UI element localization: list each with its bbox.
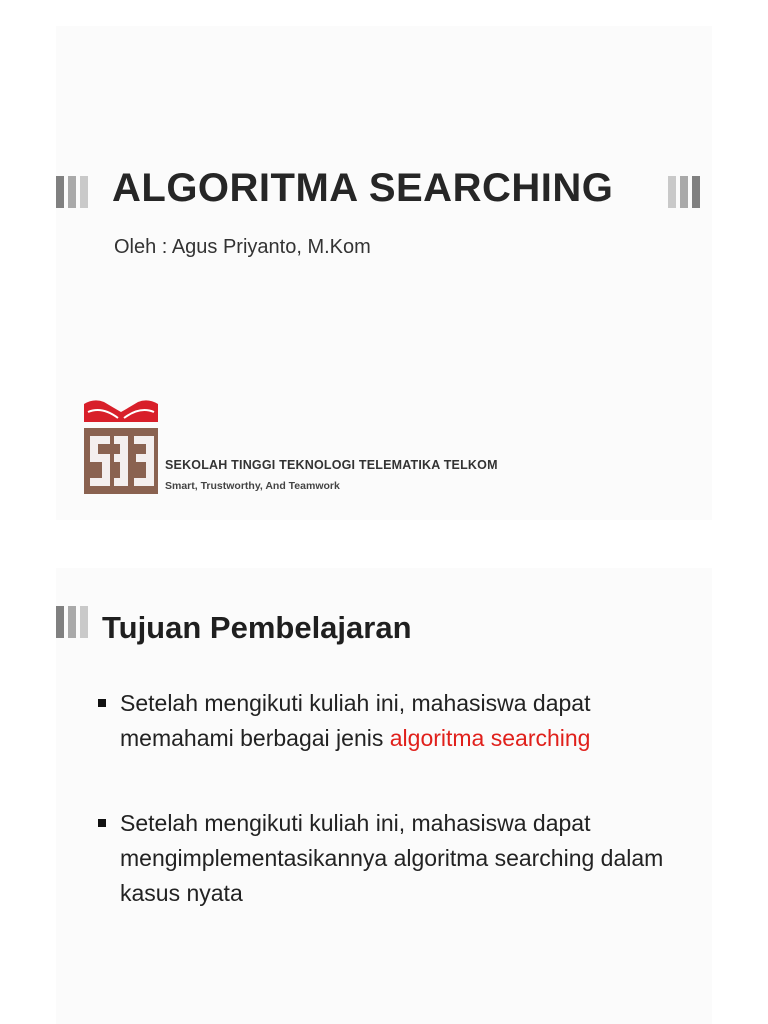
title-left-bars-icon bbox=[56, 176, 88, 208]
objective-bullet-2 bbox=[96, 806, 710, 911]
section-heading: Tujuan Pembelajaran bbox=[102, 610, 412, 645]
institution-name: SEKOLAH TINGGI TEKNOLOGI TELEMATIKA TELKOM bbox=[165, 458, 498, 472]
objective-bullet-1 bbox=[96, 686, 710, 756]
title-right-bars-icon bbox=[668, 176, 700, 208]
bullet-1-text: Setelah mengikuti kuliah ini, mahasiswa dapat memahami berbagai jenis bbox=[120, 690, 591, 751]
bullet-1-highlight: algoritma searching bbox=[389, 725, 591, 751]
author-line: Oleh : Agus Priyanto, M.Kom bbox=[114, 236, 371, 258]
title-slide bbox=[56, 26, 712, 520]
bullet-2-text: Setelah mengikuti kuliah ini, mahasiswa dapat mengimplementasikannya algoritma searching dalam kasus nyata bbox=[120, 810, 664, 906]
objectives-slide bbox=[56, 568, 712, 1024]
bullet-square-icon bbox=[98, 699, 106, 707]
bullet-square-icon bbox=[98, 819, 106, 827]
institution-logo-icon bbox=[84, 398, 158, 494]
institution-tagline: Smart, Trustworthy, And Teamwork bbox=[165, 480, 340, 492]
slide-title: ALGORITMA SEARCHING bbox=[112, 166, 614, 210]
heading-bars-icon bbox=[56, 606, 88, 638]
